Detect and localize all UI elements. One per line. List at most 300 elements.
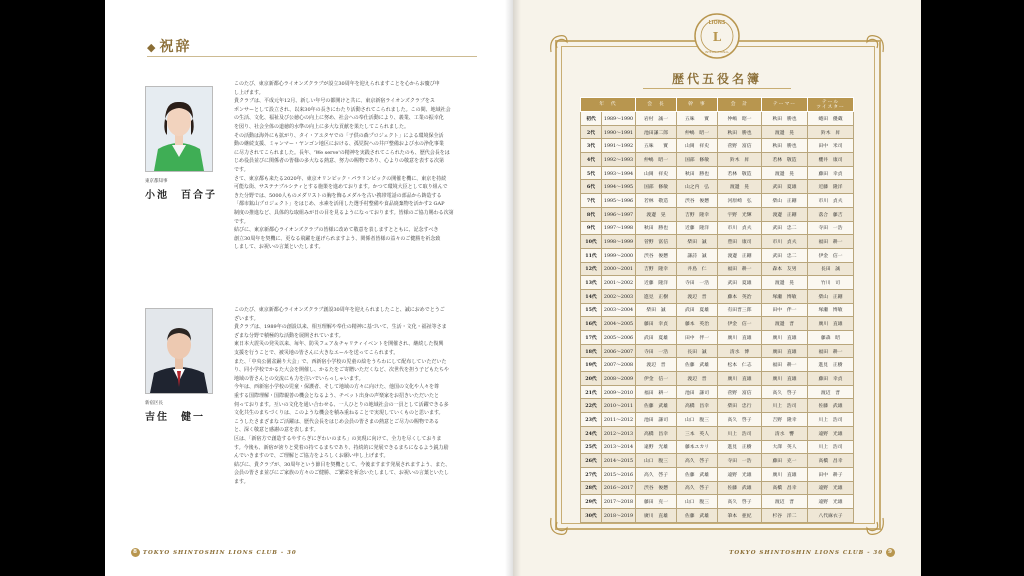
- officer-cell: 高橋 昌幸: [808, 454, 854, 468]
- corner-flourish-icon: [865, 32, 887, 54]
- title-underline: [643, 88, 791, 89]
- generation-cell: 17代: [581, 331, 602, 345]
- speaker2-message: [229, 306, 481, 486]
- officer-cell: 吉野 隆幸: [636, 262, 677, 276]
- officer-cell: 佐藤 武雄: [718, 481, 762, 495]
- officer-cell: 佐藤 武雄: [636, 399, 677, 413]
- table-row: [581, 481, 854, 495]
- officer-cell: 武田 忠二: [762, 221, 808, 235]
- officer-cell: 秋田 勝也: [718, 125, 762, 139]
- officer-cell: 遠野 光雄: [808, 426, 854, 440]
- officer-cell: 山岡 祥史: [677, 139, 718, 153]
- years-cell: 2012～2013: [602, 426, 636, 440]
- generation-cell: 26代: [581, 454, 602, 468]
- officer-cell: 仲嶋 昭一: [718, 112, 762, 126]
- table-row: [581, 454, 854, 468]
- message-line: を図り、社会全体の道徳的水準の向上に多大な貢献を果たしてこられました。: [234, 123, 410, 130]
- title-divider: [147, 56, 477, 57]
- officer-cell: 渡邊 正剛: [762, 207, 808, 221]
- officer-cell: 藤田 克一: [636, 495, 677, 509]
- table-row: [581, 495, 854, 509]
- table-row: [581, 262, 854, 276]
- message-line: 「都市鉱山プロジェクト」をはじめ、水素を活用した選手村整備や食品廃棄物を活かす2 GAP: [234, 201, 445, 208]
- table-row: [581, 248, 854, 262]
- page-number: 9: [886, 548, 895, 557]
- years-cell: 2003～2004: [602, 303, 636, 317]
- portrait-illustration: [146, 87, 212, 171]
- years-cell: 2017～2018: [602, 495, 636, 509]
- table-title: 歴代五役名簿: [671, 72, 762, 86]
- svg-text:L: L: [712, 30, 722, 44]
- table-row: [581, 289, 854, 303]
- col-header-secretary: 幹 事: [677, 98, 718, 112]
- generation-cell: 11代: [581, 248, 602, 262]
- years-cell: 1997～1998: [602, 221, 636, 235]
- message-line: また、「中央公園盆踊り大会」で、西新宿小学校の児童の絵をうちわにして配布していただいた: [234, 358, 447, 365]
- generation-cell: 5代: [581, 166, 602, 180]
- speaker1-role: 東京都知事: [145, 179, 168, 184]
- message-line: ます。: [234, 478, 249, 485]
- officer-cell: 佐藤 武雄: [677, 508, 718, 522]
- officer-cell: 高久 啓子: [718, 495, 762, 509]
- footer-text: TOKYO SHINTOSHIN LIONS CLUB - 30: [142, 550, 297, 556]
- generation-cell: 8代: [581, 207, 602, 221]
- officer-cell: 藤田 幸貞: [808, 372, 854, 386]
- message-line: んでいきますので、ご理解とご協力をよろしくお願い申し上げます。: [234, 453, 389, 460]
- section-title: [147, 36, 191, 56]
- message-line: きた分野では、5000人ものメダリストの胸を飾るメダルを古い携帯電話の部品から鋳造する: [234, 192, 442, 199]
- officer-cell: 遠野 光雄: [808, 481, 854, 495]
- officer-cell: 遠野 光雄: [718, 467, 762, 481]
- officer-cell: 福田 耕一: [808, 344, 854, 358]
- years-cell: 2001～2002: [602, 276, 636, 290]
- years-cell: 1995～1996: [602, 194, 636, 208]
- officer-cell: 三本 英人: [677, 426, 718, 440]
- message-line: に尽力されてこられました。長年、'We serve'の精神を実践されてこられたのも、歴代会長をは: [234, 149, 450, 156]
- lions-emblem-icon: [693, 12, 741, 60]
- table-row: [581, 399, 854, 413]
- years-cell: 2004～2005: [602, 317, 636, 331]
- officer-cell: 池田謙二郎: [636, 125, 677, 139]
- officer-cell: 藤田 克一: [762, 454, 808, 468]
- years-cell: 1994～1995: [602, 180, 636, 194]
- table-row: [581, 426, 854, 440]
- generation-cell: 15代: [581, 303, 602, 317]
- officer-cell: 池田 謙司: [636, 413, 677, 427]
- officer-cell: 福田 耕一: [636, 385, 677, 399]
- officer-cell: 伊金 信一: [636, 372, 677, 386]
- years-cell: 1991～1992: [602, 139, 636, 153]
- table-row: [581, 112, 854, 126]
- officer-cell: 森本 友男: [762, 262, 808, 276]
- officer-cell: 鈴木 昇: [808, 125, 854, 139]
- message-line: ざいます。: [234, 315, 259, 322]
- officer-cell: 秋田 勝也: [762, 139, 808, 153]
- generation-cell: 28代: [581, 481, 602, 495]
- table-header-row: [581, 98, 854, 112]
- officer-cell: 長田 誠: [677, 344, 718, 358]
- officer-cell: 高久 啓子: [718, 413, 762, 427]
- generation-cell: 25代: [581, 440, 602, 454]
- officer-cell: 進見 正樹: [636, 289, 677, 303]
- officer-cell: 杉谷 洋二: [762, 508, 808, 522]
- officer-cell: 市川 貞夫: [718, 221, 762, 235]
- officer-cell: 田中 伴一: [677, 331, 718, 345]
- officer-cell: 菅野 富信: [636, 235, 677, 249]
- table-row: [581, 385, 854, 399]
- generation-cell: 16代: [581, 317, 602, 331]
- officer-cell: 近藤 隆洋: [808, 180, 854, 194]
- officer-cell: 仲嶋 昭一: [677, 125, 718, 139]
- officer-cell: 渡邊 晃: [718, 180, 762, 194]
- officer-cell: 田中 伴一: [762, 303, 808, 317]
- message-line: す。今後も、新宿が誇りと愛着の持てるまちであり、持続的に発展できるまちになるよう鋭力励: [234, 444, 449, 451]
- speaker1-name: 小池 百合子: [145, 190, 217, 201]
- right-footer: [729, 548, 895, 557]
- speaker2-name: 吉住 健一: [145, 412, 205, 423]
- table-row: [581, 303, 854, 317]
- officer-cell: 武田 夏雄: [762, 180, 808, 194]
- officer-cell: 近藤 隆洋: [677, 221, 718, 235]
- message-line: です。: [234, 218, 249, 225]
- officer-cell: 長田 誠: [808, 262, 854, 276]
- officer-cell: 高橋 昌幸: [762, 481, 808, 495]
- officer-cell: 岩村 誠一: [636, 112, 677, 126]
- officer-cell: 福田 耕一: [762, 358, 808, 372]
- officer-cell: 武田 夏雄: [636, 331, 677, 345]
- officer-cell: 藤田 幸貞: [808, 166, 854, 180]
- generation-cell: 3代: [581, 139, 602, 153]
- officer-cell: 川上 浩司: [808, 440, 854, 454]
- officer-cell: 田中 耕子: [808, 467, 854, 481]
- officer-cell: 廣川 直雄: [636, 508, 677, 522]
- left-footer: [131, 548, 297, 557]
- generation-cell: 18代: [581, 344, 602, 358]
- col-header-tail-twister: テール ツイスター: [808, 98, 854, 112]
- officer-cell: 廣川 直雄: [762, 467, 808, 481]
- years-cell: 2005～2006: [602, 331, 636, 345]
- officer-cell: 市川 貞夫: [762, 235, 808, 249]
- officer-cell: 山口 腹三: [677, 495, 718, 509]
- years-cell: 1998～1999: [602, 235, 636, 249]
- officer-cell: 寺田 一浩: [808, 221, 854, 235]
- years-cell: 2009～2010: [602, 385, 636, 399]
- col-header-era: 年 代: [581, 98, 636, 112]
- table-row: [581, 331, 854, 345]
- years-cell: 2018～2019: [602, 508, 636, 522]
- officer-cell: 高久 啓子: [677, 454, 718, 468]
- officer-cell: 川上 浩司: [718, 426, 762, 440]
- message-line: 重する国際理解・国際親善の機会となるよう、チベット出身の声楽家をお招きいただいたと: [234, 392, 440, 399]
- officer-cell: 高久 啓子: [636, 467, 677, 481]
- years-cell: 2008～2009: [602, 372, 636, 386]
- page-number: 8: [131, 548, 140, 557]
- message-line: の生活、文化、福祉及び公徳心の向上に努め、社会への奉仕活動により、義業、工業の振幸化: [234, 115, 444, 122]
- message-line: このたび、東京新都心ライオンズクラブ創設30周年を迎えられましたこと、誠におめでとうご: [234, 307, 445, 313]
- officer-cell: 五味 實: [636, 139, 677, 153]
- officer-cell: 塚瀬 博敏: [762, 289, 808, 303]
- officer-cell: 渡邊 晃: [762, 166, 808, 180]
- officer-cell: 渋谷 俊懋: [677, 194, 718, 208]
- col-header-president: 会 長: [636, 98, 677, 112]
- portrait-illustration: [146, 309, 212, 393]
- officer-cell: 廣川 直雄: [718, 372, 762, 386]
- officer-cell: 廣川 直雄: [808, 317, 854, 331]
- generation-cell: 6代: [581, 180, 602, 194]
- officer-cell: 川上 浩司: [808, 413, 854, 427]
- officer-cell: 高橋 昌幸: [677, 399, 718, 413]
- officer-cell: 廣田 直雄: [762, 344, 808, 358]
- officer-cell: 藤森 昭: [808, 331, 854, 345]
- generation-cell: 29代: [581, 495, 602, 509]
- table-row: [581, 276, 854, 290]
- officer-cell: 武田 夏雄: [677, 303, 718, 317]
- years-cell: 1999～2000: [602, 248, 636, 262]
- officer-cell: 塚瀬 博敏: [808, 303, 854, 317]
- message-line: 地域の皆さんとの交流にも力を注いでいらっしゃいます。: [234, 375, 364, 382]
- logo-text-top: LIONS: [708, 20, 726, 26]
- table-row: [581, 194, 854, 208]
- message-line: こうしたさまざまなご活躍は、歴代会長をはじめ会員の皆さまの熱意とご尽力の賜物である: [234, 418, 440, 425]
- right-page: [513, 0, 921, 576]
- officer-cell: 国部 修敏: [677, 153, 718, 167]
- officer-cell: 伊金 信一: [808, 248, 854, 262]
- officer-cell: 柴田 誠: [636, 303, 677, 317]
- portrait-photo-koike: [145, 86, 213, 172]
- officer-cell: 藤本 英治: [718, 289, 762, 303]
- officer-cell: 渡邊 晃: [762, 125, 808, 139]
- message-line: 創立30周年を契機に、更なる飛躍を遂げられますよう、関係者皆様の益々のご健勝を祈念致: [234, 235, 441, 242]
- message-line: 貴クラブは、1989年の創設以来、相互理解や奉仕の精神に基づいて、生活・文化・福祉等さま: [234, 324, 447, 331]
- officer-cell: 櫻井 康司: [808, 153, 854, 167]
- years-cell: 2014～2015: [602, 454, 636, 468]
- officer-cell: 佐藤 武雄: [677, 358, 718, 372]
- officer-cell: 菅野 富信: [718, 139, 762, 153]
- officer-cell: 武田 忠二: [762, 248, 808, 262]
- officer-cell: 五味 實: [677, 112, 718, 126]
- corner-flourish-icon: [547, 32, 569, 54]
- officer-cell: 渡辺 晋: [808, 385, 854, 399]
- officer-cell: 落合 藤吉: [808, 207, 854, 221]
- years-cell: 2015～2016: [602, 467, 636, 481]
- officer-cell: 清水 博: [718, 344, 762, 358]
- officer-cell: 有田晋三郎: [718, 303, 762, 317]
- officer-cell: 八代麻衣子: [808, 508, 854, 522]
- table-row: [581, 166, 854, 180]
- message-line: しまして、お祝いの言葉といたします。: [234, 244, 324, 251]
- officer-cell: 松本 仁志: [718, 358, 762, 372]
- message-line: 東日本大震災の発災以来、毎年、防災フェア＆チャリティイベントを開催され、継続した復興: [234, 341, 444, 348]
- officer-cell: 進見 正樹: [718, 440, 762, 454]
- message-line: さて、東京都も来たる2020年、東京オリンピック・パラリンピックの開催を機に、東京を持続: [234, 175, 447, 182]
- message-line: 伺っております。互いの文化を通い合わせる、一人ひとりの地域社会の一員として活躍できる多: [234, 401, 449, 408]
- generation-cell: 23代: [581, 413, 602, 427]
- message-line: 支援を行うことで、被災地の皆さんに大きなエールを送ってこられます。: [234, 349, 399, 356]
- message-line: 区は、「新宿方で創造するやすらぎにぎわいのまち」の実現に向けて、全力を尽くしておりま: [234, 435, 442, 442]
- generation-cell: 24代: [581, 426, 602, 440]
- table-row: [581, 358, 854, 372]
- officer-cell: 柴山 正剛: [808, 289, 854, 303]
- officer-cell: 渡辺 晋: [762, 495, 808, 509]
- officer-cell: 廣川 直雄: [718, 331, 762, 345]
- portrait-photo-yoshizumi: [145, 308, 213, 394]
- message-line: 貴クラブは、平成元年12月、新しい年号の都開けと共に、東京新宿ライオンズクラブをス: [234, 98, 435, 105]
- lions-logo: [693, 12, 741, 60]
- years-cell: 2011～2012: [602, 413, 636, 427]
- officer-cell: 寺田 一浩: [636, 344, 677, 358]
- corner-flourish-icon: [865, 516, 887, 538]
- officer-cell: 吉野 隆幸: [762, 413, 808, 427]
- officer-cell: 柴田 誠: [677, 235, 718, 249]
- message-line: このたび、東京新都心ライオンズクラブが設立30周年を迎えられますことを心からお慶び申: [234, 81, 440, 87]
- generation-cell: 30代: [581, 508, 602, 522]
- officer-cell: 高久 啓子: [762, 385, 808, 399]
- officer-cell: 山之内 弘: [677, 180, 718, 194]
- officer-cell: 吉野 隆幸: [677, 207, 718, 221]
- generation-cell: 21代: [581, 385, 602, 399]
- officer-cell: 藤本 英治: [677, 317, 718, 331]
- officer-cell: 渡辺 晋: [636, 358, 677, 372]
- officer-cell: 柴山 正剛: [762, 194, 808, 208]
- officer-cell: 寺田 一浩: [718, 454, 762, 468]
- message-line: り、同小学校でかるた大会を開催し、かるたをご寄贈いただくなど、次世代を担う子どもたちや: [234, 367, 450, 374]
- officer-cell: 山口 腹三: [677, 413, 718, 427]
- officer-cell: 筆本 亜紀: [718, 508, 762, 522]
- officer-cell: 廣川 直雄: [762, 331, 808, 345]
- message-line: と、深く敬意と感謝の意を表します。: [234, 427, 319, 434]
- officer-cell: 秋田 勝也: [636, 221, 677, 235]
- officer-cell: 秋田 勝也: [677, 166, 718, 180]
- years-cell: 1989～1990: [602, 112, 636, 126]
- message-line: その活動は海外にも拡がり、タイ・アユタヤでの「子供の森プロジェクト」による環境保全活: [234, 132, 444, 139]
- officer-cell: 藤田 幸貞: [636, 317, 677, 331]
- message-line: 可能な街、サステナブルシティとする施策を進めております。かつて環境大臣として取り組んで: [234, 184, 448, 191]
- years-cell: 2013～2014: [602, 440, 636, 454]
- message-line: し上げます。: [234, 89, 264, 96]
- years-cell: 2002～2003: [602, 289, 636, 303]
- officer-cell: 渡邊 正剛: [718, 248, 762, 262]
- officer-cell: 渡辺 晋: [677, 372, 718, 386]
- years-cell: 1992～1993: [602, 153, 636, 167]
- generation-cell: 7代: [581, 194, 602, 208]
- officer-cell: 渡邊 晋: [762, 317, 808, 331]
- officer-cell: 若林 敬造: [762, 153, 808, 167]
- generation-cell: 4代: [581, 153, 602, 167]
- generation-cell: 10代: [581, 235, 602, 249]
- table-row: [581, 317, 854, 331]
- officers-roster-table: [580, 97, 854, 523]
- table-row: [581, 467, 854, 481]
- table-row: [581, 221, 854, 235]
- message-line: 動の継続支援、ミャンマー・ヤンゴン地区における、孤児院への井戸整備および水の浄化事業: [234, 141, 444, 148]
- generation-cell: 20代: [581, 372, 602, 386]
- officer-cell: 佐藤 武雄: [808, 399, 854, 413]
- message-line: 制度の推進など、具体的な取組みが日の目を見るようになっております。皆様のご協力賜わる次第: [234, 209, 454, 216]
- officer-cell: 蜷田 優蔵: [808, 112, 854, 126]
- officer-cell: 進見 正樹: [808, 358, 854, 372]
- officer-cell: 山岡 祥史: [636, 166, 677, 180]
- left-page: [105, 0, 513, 576]
- generation-cell: 2代: [581, 125, 602, 139]
- table-row: [581, 508, 854, 522]
- officer-cell: 佐藤 武雄: [677, 467, 718, 481]
- diamond-icon: ◆: [147, 41, 158, 54]
- message-line: ざまな分野で積極的な活動を展開されています。: [234, 332, 344, 339]
- book-spine-shadow: [505, 0, 521, 576]
- message-line: じめ役員並びに関係者の皆様の多大なる熱意、努力の賜物であり、心よりの敬意を表する次第: [234, 158, 445, 165]
- officer-cell: 遠野 光雄: [808, 495, 854, 509]
- officer-cell: 藤本ユカリ: [677, 440, 718, 454]
- officer-cell: 福田 耕一: [718, 262, 762, 276]
- officer-cell: 渡邊 晃: [762, 276, 808, 290]
- officer-cell: 市川 貞夫: [808, 194, 854, 208]
- officer-cell: 山口 腹三: [636, 454, 677, 468]
- generation-cell: 12代: [581, 262, 602, 276]
- table-row: [581, 372, 854, 386]
- officer-cell: 清水 響: [762, 426, 808, 440]
- officer-cell: 井島 仁: [677, 262, 718, 276]
- officer-cell: 大澤 英人: [762, 440, 808, 454]
- message-line: 今年は、西新宿小学校の児童・保護者、そして地域の方々に向けた、他国の文化や人々を尊: [234, 384, 440, 391]
- officer-cell: 河原崎 弘: [718, 194, 762, 208]
- officer-cell: 遠野 光雄: [636, 440, 677, 454]
- officer-cell: 竹川 司: [808, 276, 854, 290]
- generation-cell: 22代: [581, 399, 602, 413]
- officer-cell: 渋谷 俊懋: [636, 248, 677, 262]
- officer-cell: 池田 謙司: [677, 385, 718, 399]
- officer-cell: 宇野 光輝: [718, 207, 762, 221]
- speaker2-role: 新宿区長: [145, 401, 163, 406]
- table-row: [581, 153, 854, 167]
- logo-text-bottom: INTERNATIONAL: [704, 50, 730, 54]
- officer-cell: 柴田 忠行: [718, 399, 762, 413]
- generation-cell: 13代: [581, 276, 602, 290]
- section-title-text: 祝辞: [159, 39, 192, 55]
- table-row: [581, 139, 854, 153]
- officer-cell: 武田 夏雄: [718, 276, 762, 290]
- officer-cell: 渋谷 俊懋: [636, 481, 677, 495]
- officer-cell: 近藤 隆洋: [636, 276, 677, 290]
- officer-cell: 伊金 信一: [718, 317, 762, 331]
- table-row: [581, 207, 854, 221]
- years-cell: 2016～2017: [602, 481, 636, 495]
- officer-cell: 渡邊 晃: [636, 207, 677, 221]
- message-line: 結びに、東京新都心ライオンズクラブの皆様に改めて敬意を表しますとともに、記念すべき: [234, 227, 439, 234]
- officer-cell: 福田 耕一: [808, 235, 854, 249]
- col-header-treasurer: 会 計: [718, 98, 762, 112]
- officer-cell: 謙詩 誠: [677, 248, 718, 262]
- col-header-tamer: テーマー: [762, 98, 808, 112]
- table-row: [581, 235, 854, 249]
- message-line: です。: [234, 166, 249, 173]
- years-cell: 1990～1991: [602, 125, 636, 139]
- officer-cell: 国部 修敏: [636, 180, 677, 194]
- officer-cell: 秋田 勝也: [762, 112, 808, 126]
- speaker1-message: [229, 80, 481, 252]
- officer-cell: 田中 米司: [808, 139, 854, 153]
- message-line: ポンサーとして設立され、以来30年の長きにわたり活動されてこられました。この間、地域社会: [234, 106, 451, 113]
- table-row: [581, 125, 854, 139]
- corner-flourish-icon: [547, 516, 569, 538]
- generation-cell: 27代: [581, 467, 602, 481]
- footer-text: TOKYO SHINTOSHIN LIONS CLUB - 30: [729, 550, 884, 556]
- officer-cell: 鈴木 昇: [718, 153, 762, 167]
- generation-cell: 初代: [581, 112, 602, 126]
- table-row: [581, 413, 854, 427]
- years-cell: 1993～1994: [602, 166, 636, 180]
- officer-cell: 高久 啓子: [677, 481, 718, 495]
- officer-cell: 若林 敬造: [718, 166, 762, 180]
